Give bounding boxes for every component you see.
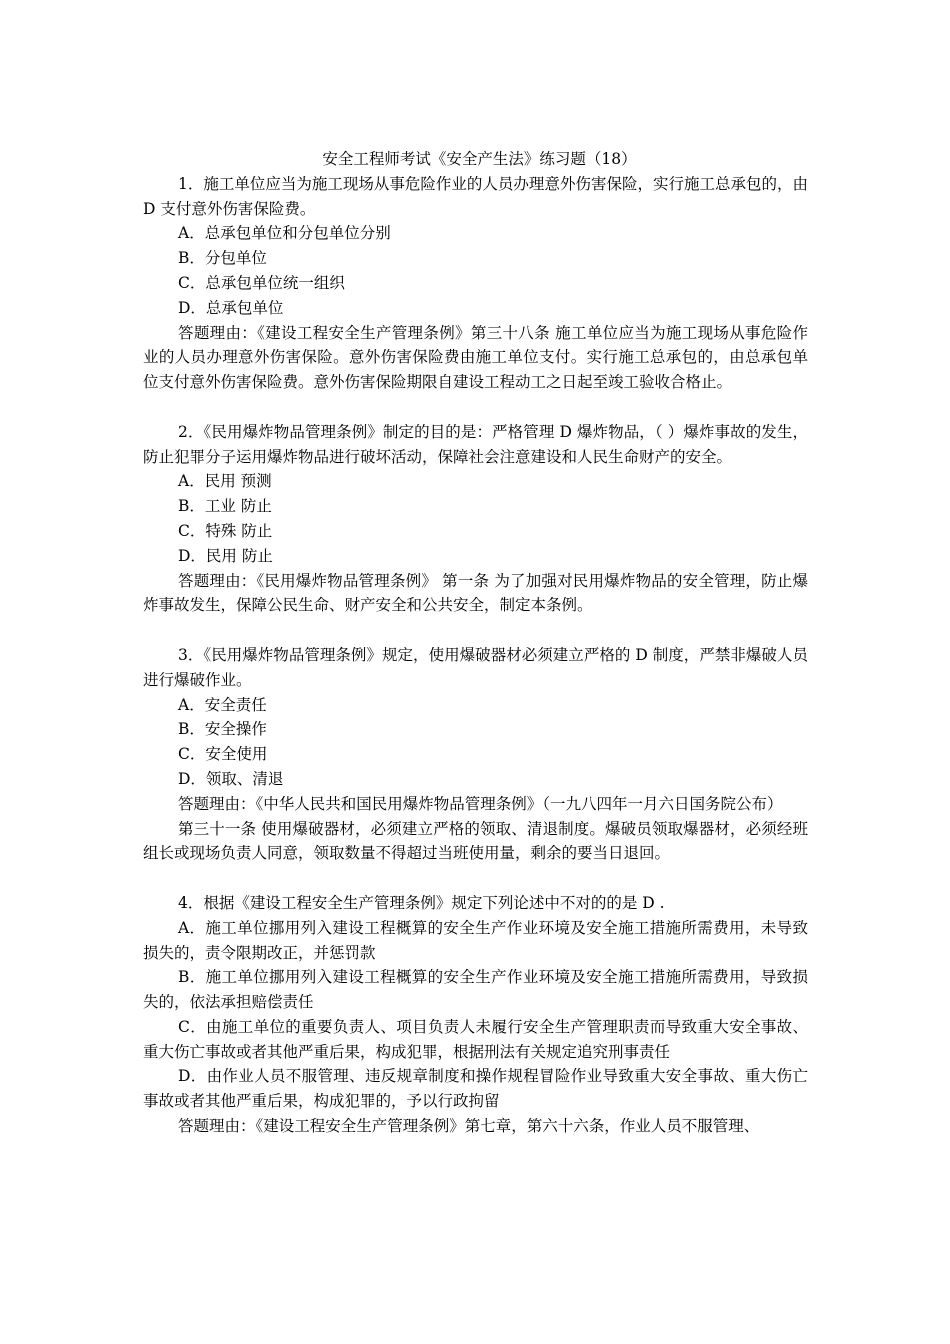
option-c: C．总承包单位统一组织	[178, 273, 345, 292]
document-title: 安全工程师考试《安全产生法》练习题（18）	[322, 150, 637, 168]
option-a: A．民用 预测	[178, 472, 272, 491]
question-stem: 2．《民用爆炸物品管理条例》制定的目的是：严格管理 D 爆炸物品，（ ）爆炸事故的发生，防止犯罪分子运用爆炸物品进行破坏活动，保障社会注意建设和人民生命财产的安全。	[143, 422, 808, 466]
option-d: D．总承包单位	[178, 298, 284, 317]
answer-reason: 答题理由：《建设工程安全生产管理条例》第三十八条 施工单位应当为施工现场从事危险作业的人员办理意外伤害保险。意外伤害保险费由施工单位支付。实行施工总承包的，由总承包单位支付意外伤害保险费。意外伤害保险期限自建设工程动工之日起至竣工验收合格止。	[143, 323, 808, 392]
question-stem: 1．施工单位应当为施工现场从事危险作业的人员办理意外伤害保险，实行施工总承包的，由 D 支付意外伤害保险费。	[143, 174, 808, 218]
option-d: D．由作业人员不服管理、违反规章制度和操作规程冒险作业导致重大安全事故、重大伤亡事故或者其他严重后果，构成犯罪的，予以行政拘留	[143, 1067, 808, 1111]
answer-reason: 答题理由：《民用爆炸物品管理条例》 第一条 为了加强对民用爆炸物品的安全管理，防止爆炸事故发生，保障公民生命、财产安全和公共安全，制定本条例。	[143, 571, 808, 615]
question-3	[143, 643, 808, 866]
option-c: C．由施工单位的重要负责人、项目负责人未履行安全生产管理职责而导致重大安全事故、重大伤亡事故或者其他严重后果，构成犯罪，根据刑法有关规定追究刑事责任	[143, 1017, 808, 1061]
option-c: C．安全使用	[178, 745, 268, 764]
option-b: B．工业 防止	[178, 497, 272, 516]
question-4	[143, 891, 808, 1139]
question-stem: 4．根据《建设工程安全生产管理条例》规定下列论述中不对的的是 D .	[178, 893, 665, 912]
question-stem: 3．《民用爆炸物品管理条例》规定，使用爆破器材必须建立严格的 D 制度，严禁非爆破人员进行爆破作业。	[143, 645, 808, 689]
spacer	[143, 866, 808, 891]
question-2	[143, 420, 808, 618]
option-c: C．特殊 防止	[178, 521, 273, 540]
option-b: B．施工单位挪用列入建设工程概算的安全生产作业环境及安全施工措施所需费用，导致损失的，依法承担赔偿责任	[143, 968, 808, 1012]
spacer	[143, 395, 808, 420]
option-b: B．安全操作	[178, 720, 267, 739]
question-1	[143, 172, 808, 395]
document-page	[143, 147, 808, 1139]
spacer	[143, 618, 808, 643]
answer-reason: 答题理由：《建设工程安全生产管理条例》第七章，第六十六条，作业人员不服管理、	[178, 1117, 760, 1136]
option-d: D．民用 防止	[178, 546, 273, 565]
option-b: B．分包单位	[178, 249, 267, 268]
option-d: D．领取、清退	[178, 769, 284, 788]
answer-reason: 答题理由：《中华人民共和国民用爆炸物品管理条例》（一九八四年一月六日国务院公布）	[178, 794, 783, 813]
option-a: A．安全责任	[178, 695, 267, 714]
option-a: A．总承包单位和分包单位分别	[178, 224, 391, 243]
answer-reason-continued: 第三十一条 使用爆破器材，必须建立严格的领取、清退制度。爆破员领取爆器材，必须经班组长或现场负责人同意，领取数量不得超过当班使用量，剩余的要当日退回。	[143, 819, 808, 863]
option-a: A．施工单位挪用列入建设工程概算的安全生产作业环境及安全施工措施所需费用，未导致损失的，责令限期改正，并惩罚款	[143, 918, 808, 962]
